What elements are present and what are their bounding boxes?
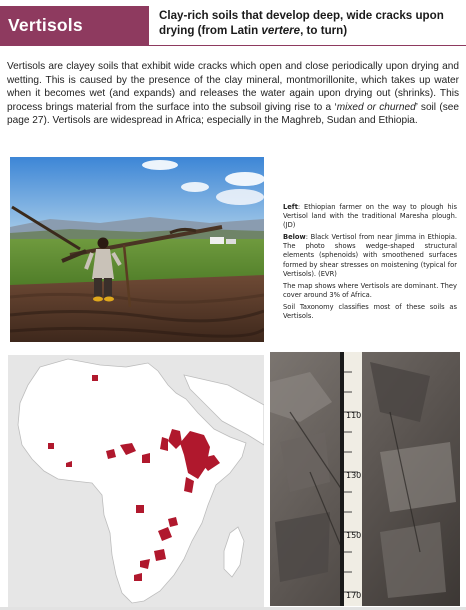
intro-term: mixed or churned bbox=[336, 101, 416, 113]
caption-map: The map shows where Vertisols are dominant. They cover around 3% of Africa. bbox=[283, 281, 457, 299]
subtitle-latin-term: vertere bbox=[261, 24, 301, 37]
caption-below-text: : Black Vertisol from near Jimma in Ethiopia. The photo shows wedge-shaped structural elements (sphenoids) with smoothened surfaces formed by shear stresses on moistening (typical for Vertisols). (EVR) bbox=[283, 233, 457, 278]
title-band bbox=[0, 6, 149, 46]
caption-below-label: Below bbox=[283, 233, 306, 242]
farmer-photo bbox=[10, 157, 264, 342]
intro-part-2: ’ soil (see page 27). Vertisols are widespread in Africa; especially in the Maghreb, Sudan and Ethiopia. bbox=[7, 101, 459, 127]
ruler-label-150: 150 bbox=[346, 531, 362, 540]
farmer-photo-illustration bbox=[10, 157, 264, 342]
soil-profile-illustration bbox=[270, 352, 460, 606]
ruler-label-130: 130 bbox=[346, 471, 362, 480]
ruler-label-170: 170 bbox=[346, 591, 362, 600]
caption-left-text: : Ethiopian farmer on the way to plough his Vertisol land with the traditional Maresha plough. (JD) bbox=[283, 203, 457, 230]
caption-block bbox=[283, 203, 457, 324]
caption-left bbox=[283, 203, 457, 230]
page-subtitle bbox=[159, 8, 459, 38]
caption-left-label: Left bbox=[283, 203, 298, 211]
ruler-label-110: 110 bbox=[346, 411, 362, 420]
caption-below bbox=[283, 233, 457, 278]
vertisol-distribution-map bbox=[8, 355, 264, 607]
subtitle-start: Clay-rich soils that develop deep, wide cracks upon drying (from Latin bbox=[159, 9, 444, 37]
africa-map bbox=[8, 355, 264, 607]
page-title: Vertisols bbox=[8, 15, 83, 35]
intro-paragraph bbox=[7, 60, 459, 128]
caption-taxonomy: Soil Taxonomy classifies most of these soils as Vertisols. bbox=[283, 302, 457, 321]
subtitle-end: , to turn) bbox=[300, 24, 348, 37]
soil-profile-photo bbox=[270, 352, 460, 606]
madagascar bbox=[224, 527, 244, 577]
intro-part-1: Vertisols are clayey soils that exhibit wide cracks which open and close periodically upon drying and wetting. This is caused by the presence of the clay mineral, montmorillonite, which takes up water when it becomes wet (and expands) and releases the water again upon drying out (shrinks). This process brings material from the surface into the subsoil giving rise to a ‘ bbox=[7, 61, 459, 113]
header-rule bbox=[149, 45, 466, 46]
